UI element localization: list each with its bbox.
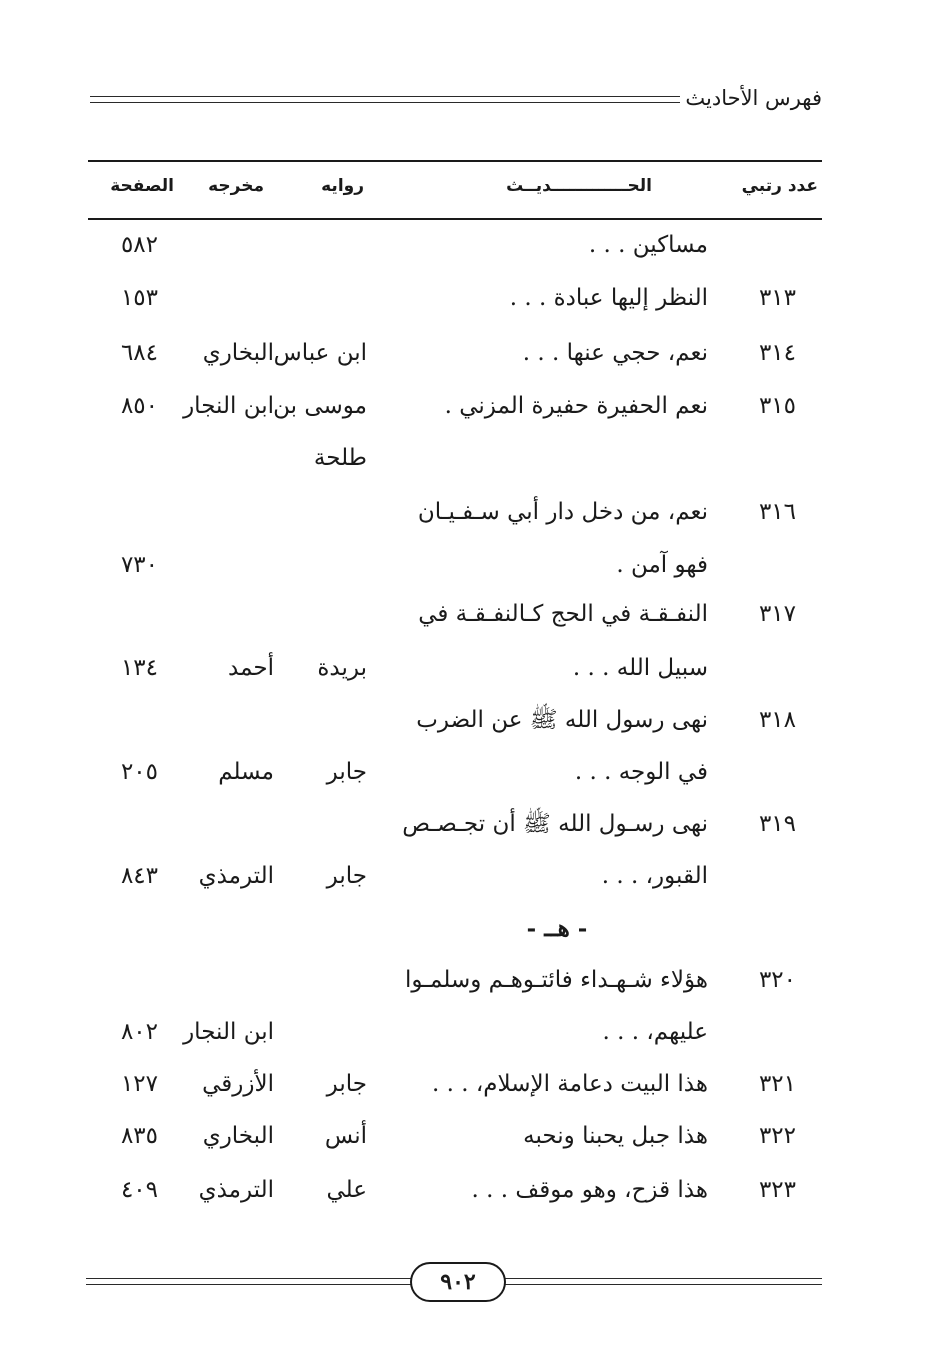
hadith-number: ٣١٨ xyxy=(758,707,796,733)
hadith-text: نعم، حجي عنها . . . xyxy=(522,340,708,366)
hadith-text: مساكين . . . xyxy=(588,232,708,258)
column-header-page: الصفحة xyxy=(110,176,174,196)
hadith-number: ٣١٧ xyxy=(758,601,796,627)
source: البخاري xyxy=(202,340,274,366)
hadith-number: ٣٢٠ xyxy=(758,967,796,993)
hadith-text: نهى رسـول الله ﷺ أن تجـصـص xyxy=(402,811,708,837)
footer-rule xyxy=(86,1284,414,1285)
hadith-number: ٣١٦ xyxy=(758,499,796,525)
page-ref: ٨٠٢ xyxy=(120,1019,158,1045)
running-title: فهرس الأحاديث xyxy=(685,86,822,110)
hadith-number: ٣٢١ xyxy=(758,1071,796,1097)
page-ref: ٨٤٣ xyxy=(120,863,158,889)
narrator: بريدة xyxy=(317,655,367,681)
hadith-text: عليهم، . . . xyxy=(602,1019,708,1045)
hadith-number: ٣٢٢ xyxy=(758,1123,796,1149)
header-rule xyxy=(90,96,680,97)
narrator: موسى بن xyxy=(273,393,367,419)
footer-rule xyxy=(86,1278,414,1279)
table-top-rule xyxy=(88,160,822,162)
hadith-text: هذا البيت دعامة الإسلام، . . . xyxy=(431,1071,708,1097)
source: مسلم xyxy=(218,759,274,785)
page-ref: ١٥٣ xyxy=(120,285,158,311)
table-header-rule xyxy=(88,218,822,220)
source: الترمذي xyxy=(198,863,274,889)
source: الأزرقي xyxy=(202,1071,274,1097)
hadith-number: ٣١٣ xyxy=(758,285,796,311)
column-header-narrator: روايه xyxy=(321,176,364,196)
page-ref: ١٣٤ xyxy=(120,655,158,681)
source: ابن النجار xyxy=(183,1019,274,1045)
hadith-text: نهى رسول الله ﷺ عن الضرب xyxy=(416,707,708,733)
page-ref: ٨٣٥ xyxy=(120,1123,158,1149)
hadith-text: القبور، . . . xyxy=(601,863,708,889)
hadith-text: هذا جبل يحبنا ونحبه xyxy=(523,1123,708,1149)
narrator: جابر xyxy=(326,863,367,889)
narrator: ابن عباس xyxy=(273,340,367,366)
footer-rule xyxy=(502,1284,822,1285)
page-number: ٩٠٢ xyxy=(410,1262,506,1302)
page-ref: ٢٠٥ xyxy=(120,759,158,785)
section-letter-heading: - هــ - xyxy=(526,915,588,942)
page-ref: ٦٨٤ xyxy=(120,340,158,366)
hadith-text: سبيل الله . . . xyxy=(572,655,708,681)
source: ابن النجار xyxy=(183,393,274,419)
hadith-text: نعم، من دخل دار أبي سـفـيـان xyxy=(417,499,708,525)
hadith-number: ٣١٥ xyxy=(758,393,796,419)
hadith-text: فهو آمن . xyxy=(616,552,708,578)
page-ref: ٥٨٢ xyxy=(120,232,158,258)
source: البخاري xyxy=(202,1123,274,1149)
page-ref: ٨٥٠ xyxy=(120,393,158,419)
source: أحمد xyxy=(228,655,274,681)
narrator: جابر xyxy=(326,759,367,785)
narrator: جابر xyxy=(326,1071,367,1097)
hadith-text: نعم الحفيرة حفيرة المزني . xyxy=(444,393,708,419)
hadith-text: النظر إليها عبادة . . . xyxy=(509,285,708,311)
narrator: طلحة xyxy=(313,445,367,471)
page-ref: ٧٣٠ xyxy=(120,552,158,578)
page-ref: ٤٠٩ xyxy=(120,1177,158,1203)
narrator: علي xyxy=(326,1177,367,1203)
hadith-text: هؤلاء شـهـداء فائتـوهـم وسلمـوا xyxy=(405,967,708,993)
hadith-text: النفـقـة في الحج كـالنفـقـة في xyxy=(418,601,708,627)
column-header-hadith: الحـــــــــــــديــث xyxy=(506,176,652,196)
footer-rule xyxy=(502,1278,822,1279)
column-header-number: عدد رتبي xyxy=(741,176,818,196)
hadith-number: ٣١٤ xyxy=(758,340,796,366)
header-rule xyxy=(90,102,680,103)
source: الترمذي xyxy=(198,1177,274,1203)
narrator: أنس xyxy=(324,1123,367,1149)
column-header-source: مخرجه xyxy=(208,176,264,196)
hadith-text: في الوجه . . . xyxy=(574,759,708,785)
hadith-number: ٣٢٣ xyxy=(758,1177,796,1203)
hadith-text: هذا قزح، وهو موقف . . . xyxy=(471,1177,708,1203)
page-ref: ١٢٧ xyxy=(120,1071,158,1097)
hadith-number: ٣١٩ xyxy=(758,811,796,837)
